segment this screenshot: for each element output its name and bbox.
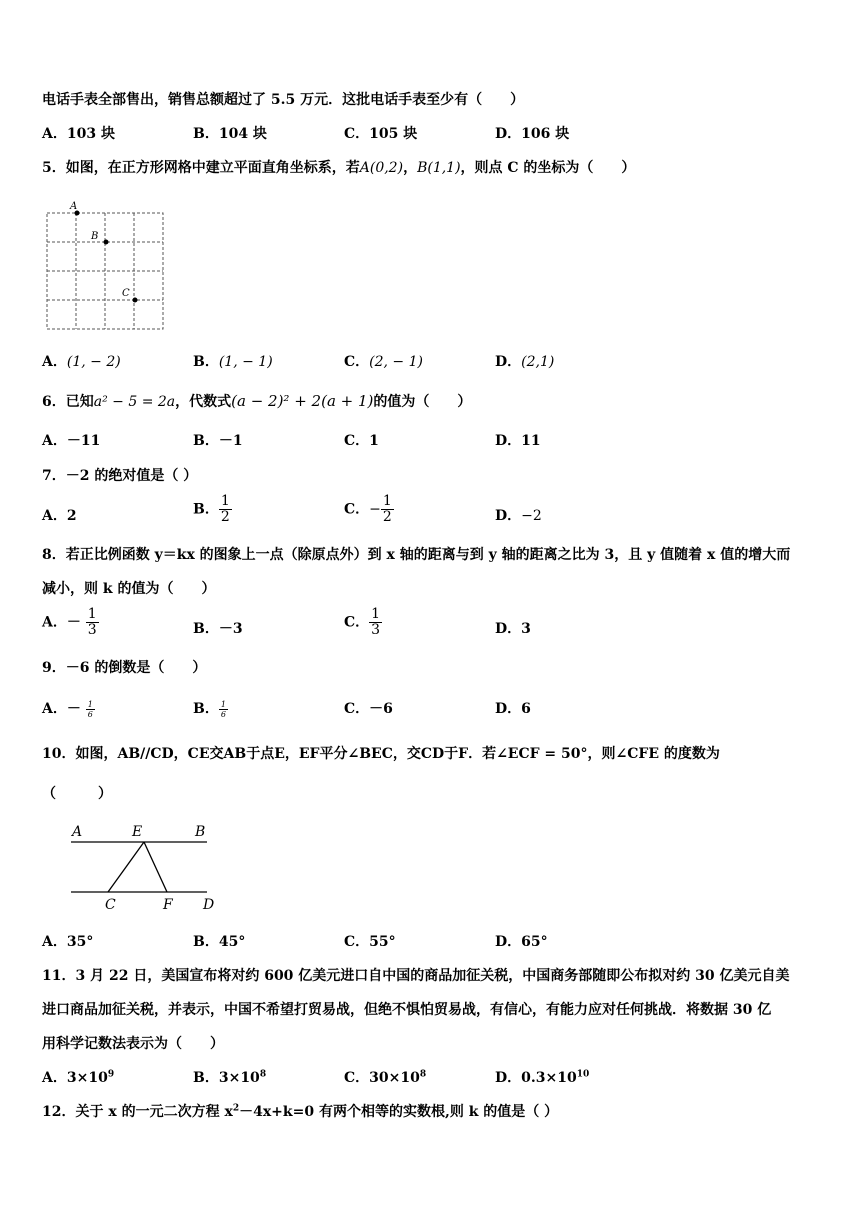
q8-stem-line1: 8．若正比例函数 y＝kx 的图象上一点（除原点外）到 x 轴的距离与到 y 轴的距离之比为 3，且 y 值随着 x 值的增大而	[42, 547, 791, 563]
fraction: $\frac{1}{3}$	[371, 606, 381, 638]
q11-option-c[interactable]: C．$30\times 10^8$	[344, 1069, 427, 1086]
label-f: F	[163, 897, 173, 913]
label-a: A	[72, 824, 83, 840]
q8-stem-line2: 减小，则 k 的值为（ ）	[42, 581, 216, 597]
q7-stem: 7．－2 的绝对值是（ ）	[42, 468, 198, 484]
q7-option-c[interactable]: C．− $\frac{1}{2}$	[344, 493, 392, 525]
q6-option-c[interactable]: C．1	[344, 433, 379, 449]
q11-option-b[interactable]: B．$3\times 10^8$	[193, 1069, 267, 1086]
fraction: $\frac{1}{3}$	[87, 606, 97, 638]
fraction: $\frac{1}{6}$	[87, 699, 93, 719]
q8-option-a[interactable]: A．－ $\frac{1}{3}$	[42, 606, 97, 638]
q8-option-c[interactable]: C． $\frac{1}{3}$	[344, 606, 381, 638]
q4-option-b[interactable]: B．104 块	[193, 126, 267, 142]
q10-option-a[interactable]: A．35°	[42, 934, 94, 950]
q4-option-a[interactable]: A．103 块	[42, 126, 115, 142]
q11-option-d[interactable]: D．$0.3\times 10^{10}$	[495, 1069, 590, 1086]
q4-stem: 电话手表全部售出，销售总额超过了 5.5 万元．这批电话手表至少有（ ）	[42, 92, 525, 108]
q5-grid-figure	[40, 198, 172, 334]
q10-stem-line1: 10．如图，AB//CD，CE交AB于点E，EF平分∠BEC，交CD于F．若∠ECF = 50°，则∠CFE 的度数为	[42, 746, 720, 762]
q11-option-a[interactable]: A．$3\times 10^9$	[42, 1069, 115, 1086]
q5-option-b[interactable]: B．(1, − 1)	[193, 354, 273, 370]
q10-parallel-lines-figure	[68, 820, 224, 916]
label-b: B	[195, 824, 206, 840]
label-c: C	[122, 288, 130, 299]
q10-stem-line2: （ ）	[42, 786, 112, 802]
q6-option-d[interactable]: D．11	[495, 433, 541, 449]
q10-option-c[interactable]: C．55°	[344, 934, 396, 950]
q7-option-a[interactable]: A．2	[42, 508, 77, 524]
q6-stem: 6．已知a² − 5 = 2a，代数式(a − 2)² + 2(a + 1)的值为（ ）	[42, 392, 472, 410]
q5-option-c[interactable]: C．(2, − 1)	[344, 354, 423, 370]
q9-option-d[interactable]: D．6	[495, 701, 531, 717]
label-b: B	[91, 231, 99, 242]
q11-stem-line1: 11．3 月 22 日，美国宣布将对约 600 亿美元进口自中国的商品加征关税，中国商务部随即公布拟对约 30 亿美元自美	[42, 968, 790, 984]
fraction: $\frac{1}{6}$	[220, 699, 226, 719]
q9-option-a[interactable]: A．－ $\frac{1}{6}$	[42, 699, 93, 719]
q4-option-d[interactable]: D．106 块	[495, 126, 570, 142]
q12-stem: 12．关于 x 的一元二次方程 $x^2-4x+k=0$ 有两个相等的实数根,则 k 的值是（ ）	[42, 1103, 559, 1120]
q5-stem: 5．如图，在正方形网格中建立平面直角坐标系，若A(0,2)，B(1,1)，则点 C 的坐标为（ ）	[42, 160, 636, 176]
q5-option-a[interactable]: A．(1, − 2)	[42, 354, 121, 370]
q10-option-d[interactable]: D．65°	[495, 934, 548, 950]
point-b-dot	[104, 240, 109, 245]
q10-option-b[interactable]: B．45°	[193, 934, 246, 950]
label-e: E	[132, 824, 143, 840]
q8-option-d[interactable]: D．3	[495, 621, 531, 637]
q5-point-a: A(0,2)	[359, 160, 404, 176]
label-c: C	[105, 897, 116, 913]
label-d: D	[203, 897, 215, 913]
q6-expression: (a − 2)² + 2(a + 1)	[231, 392, 374, 410]
q11-stem-line2: 进口商品加征关税，并表示，中国不希望打贸易战，但绝不惧怕贸易战，有信心，有能力应对任何挑战．将数据 30 亿	[42, 1002, 772, 1018]
q4-option-c[interactable]: C．105 块	[344, 126, 418, 142]
q7-option-d[interactable]: D．−2	[495, 508, 542, 524]
fraction: $\frac{1}{2}$	[382, 493, 392, 525]
label-a: A	[70, 201, 78, 212]
q6-option-a[interactable]: A．－11	[42, 433, 101, 449]
fraction: $\frac{1}{2}$	[220, 493, 230, 525]
q8-option-b[interactable]: B．－3	[193, 621, 243, 637]
q6-option-b[interactable]: B．－1	[193, 433, 243, 449]
q9-option-c[interactable]: C．－6	[344, 701, 393, 717]
q7-option-b[interactable]: B． $\frac{1}{2}$	[193, 493, 230, 525]
q5-point-b: B(1,1)	[417, 160, 461, 176]
q9-stem: 9．－6 的倒数是（ ）	[42, 660, 207, 676]
q5-option-d[interactable]: D．(2,1)	[495, 354, 555, 370]
q6-condition: a² − 5 = 2a	[93, 394, 176, 410]
q9-option-b[interactable]: B． $\frac{1}{6}$	[193, 699, 226, 719]
point-c-dot	[133, 298, 138, 303]
q11-stem-line3: 用科学记数法表示为（ ）	[42, 1036, 224, 1052]
